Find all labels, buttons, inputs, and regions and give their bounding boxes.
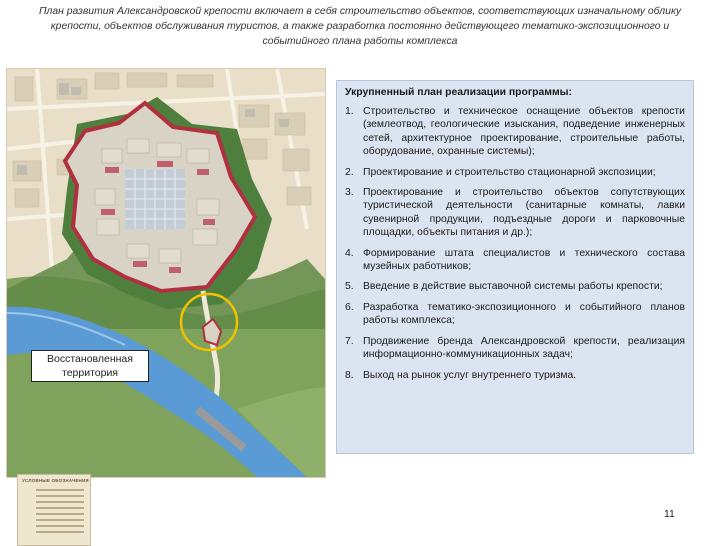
item-number: 1. [345, 106, 354, 117]
item-text: Введение в действие выставочной системы работы крепости; [363, 281, 663, 293]
item-number: 8. [345, 369, 354, 381]
item-text: Продвижение бренда Александровской крепости, реализация информационно-коммуникационных задач; [363, 335, 685, 361]
item-text: Проектирование и строительство объектов сопутствующих туристической деятельности (санитарные комнаты, лавки сувенирной продукции, подъездные дороги и парковочные площадки, объекты питания и др.); [363, 187, 685, 239]
item-text: Разработка тематико-экспозиционного и событийного планов работы комплекса; [363, 301, 685, 327]
item-text: Выход на рынок услуг внутреннего туризма. [363, 369, 577, 381]
list-item [345, 301, 685, 328]
list-item [345, 166, 685, 179]
list-item [345, 186, 685, 240]
list-item [345, 335, 685, 362]
item-number: 6. [345, 301, 354, 313]
plan-heading: Укрупненный план реализации программы: [345, 87, 572, 98]
map-legend [17, 474, 91, 546]
item-text: Строительство и техническое оснащение объектов крепости (землеотвод, геологические изыскания, подведение инженерных сетей, архитектурное проектирование, строительные работы, оборудование, охранные системы); [363, 106, 685, 158]
implementation-plan-box [336, 80, 694, 454]
list-item [345, 247, 685, 274]
plan-list [345, 105, 685, 382]
fortress-map [6, 68, 326, 483]
item-number: 4. [345, 247, 354, 259]
item-number: 5. [345, 281, 354, 293]
fortress-map-illustration [7, 69, 325, 477]
list-item [345, 105, 685, 159]
legend-entries [18, 475, 90, 533]
list-item [345, 369, 685, 382]
page-number: 11 [664, 508, 675, 520]
restored-territory-callout: Восстановленная территория [31, 350, 149, 382]
list-item [345, 280, 685, 293]
item-number: 2. [345, 166, 354, 178]
slide-title: План развития Александровской крепости включает в себя строительство объектов, соответствующих изначальному облику крепости, объектов обслуживания туристов, а также разработка постоянно действующего тематико-экспозиционного и событийного плана работы комплекса [38, 6, 682, 47]
item-number: 7. [345, 335, 354, 347]
item-text: Формирование штата специалистов и технического состава музейных работников; [363, 247, 685, 273]
item-number: 3. [345, 187, 354, 199]
legend-title: УСЛОВНЫЕ ОБОЗНАЧЕНИЯ [22, 478, 89, 483]
item-text: Проектирование и строительство стационарной экспозиции; [363, 166, 656, 178]
